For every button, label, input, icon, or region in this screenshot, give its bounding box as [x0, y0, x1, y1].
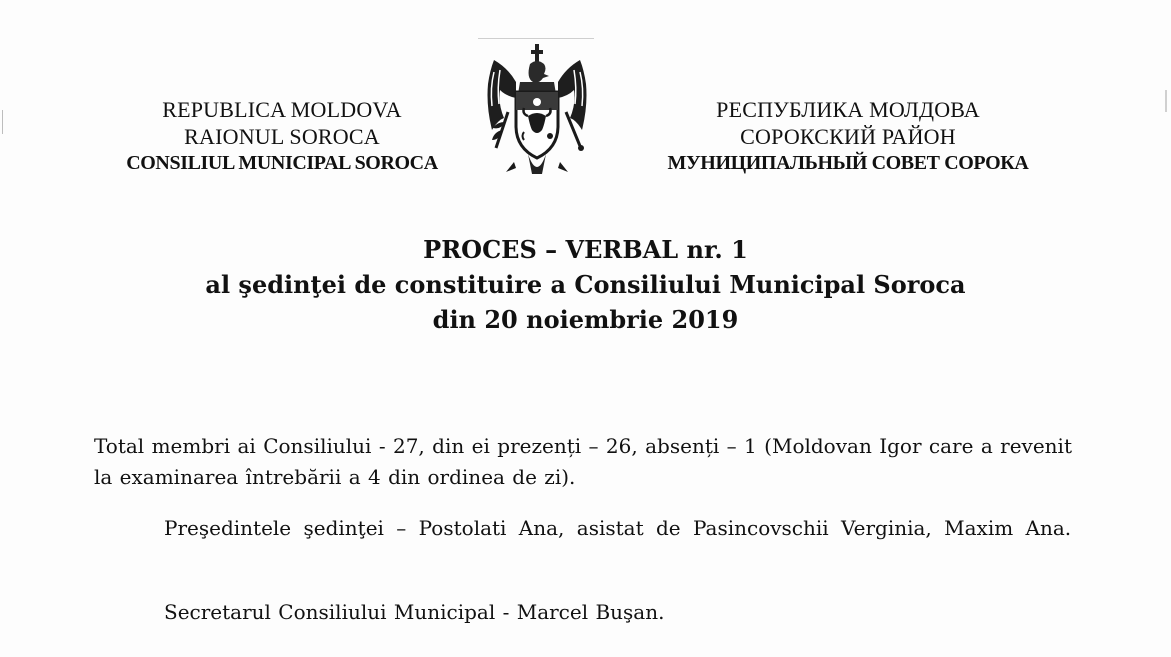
document-title [0, 232, 1171, 337]
paragraph-secretary: Secretarul Consiliului Municipal - Marcel Buşan. [164, 600, 665, 624]
header-district-ro: RAIONUL SOROCA [184, 124, 380, 149]
title-line-1: PROCES – VERBAL nr. 1 [423, 235, 748, 264]
moldova-coat-of-arms-icon [478, 42, 596, 190]
title-line-3: din 20 noiembrie 2019 [432, 305, 739, 334]
header-country-ro: REPUBLICA MOLDOVA [162, 97, 402, 122]
header-country-ru: РЕСПУБЛИКА МОЛДОВА [716, 97, 980, 122]
scan-artifact-line [478, 38, 594, 39]
paragraph-chair: Preşedintele şedinţei – Postolati Ana, asistat de Pasincovschii Verginia, Maxim Ana. [164, 516, 1072, 540]
scan-artifact-edge [1165, 90, 1167, 112]
paragraph-attendance: Total membri ai Consiliului - 27, din ei prezenți – 26, absenți – 1 (Moldovan Igor care a revenit la examinarea întrebării a 4 din ordinea de zi). [94, 434, 1072, 489]
title-line-2: al şedinţei de constituire a Consiliului Municipal Soroca [205, 270, 966, 299]
scan-artifact-edge [2, 110, 3, 134]
header-district-ru: СОРОКСКИЙ РАЙОН [740, 124, 956, 149]
header-romanian [92, 96, 472, 177]
header-council-ru: МУНИЦИПАЛЬНЫЙ СОВЕТ СОРОКА [667, 152, 1029, 174]
header-russian [626, 96, 1070, 177]
header-council-ro: CONSILIUL MUNICIPAL SOROCA [126, 152, 438, 174]
